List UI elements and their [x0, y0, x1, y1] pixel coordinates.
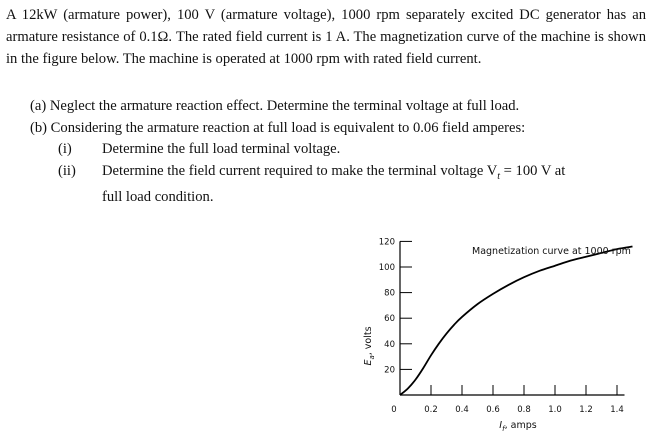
x-tick-label: 0.4 — [455, 405, 469, 415]
part-b-i-text: Determine the full load terminal voltage. — [102, 141, 341, 157]
x-tick-label: 0.8 — [517, 405, 531, 415]
problem-intro: A 12kW (armature power), 100 V (armature voltage), 1000 rpm separately excited DC generator has an armature resistance of 0.1Ω. The rated field current is 1 A. The magnetization curve of the machine is shown in the figure below. The machine is operated at 1000 rpm with rated field current. — [6, 7, 646, 67]
part-b-ii-text-line1: Determine the field current required to make the terminal voltage V — [102, 162, 498, 179]
chart-ylabel-rest: , volts — [363, 326, 374, 356]
x-tick-label: 1.0 — [548, 405, 562, 415]
chart-x-axis-label — [499, 420, 536, 433]
chart-y-ticks — [379, 237, 412, 375]
part-b-i-number: (i) — [58, 141, 72, 157]
x-tick-label: 0.6 — [486, 405, 500, 415]
y-tick-label: 20 — [384, 365, 395, 376]
part-b-ii-text-line2: full load condition. — [102, 188, 214, 205]
y-tick-label: 60 — [384, 314, 395, 325]
chart-ylabel-main: E — [363, 359, 374, 366]
y-tick-label: 80 — [384, 288, 395, 299]
part-a: (a) Neglect the armature reaction effect. Determine the terminal voltage at full load. — [30, 98, 520, 114]
y-tick-label: 100 — [378, 263, 395, 273]
chart-axes — [400, 241, 625, 395]
chart-ylabel-sub: a — [368, 355, 376, 360]
y-tick-label: 120 — [378, 237, 395, 248]
x-tick-label: 1.4 — [610, 405, 624, 415]
x-tick-label: 1.2 — [579, 405, 593, 415]
y-tick-label: 40 — [384, 339, 395, 350]
x-tick-label: 0 — [391, 405, 397, 415]
chart-xlabel-rest: , amps — [504, 420, 537, 431]
part-b-ii-number: (ii) — [58, 162, 76, 179]
chart-xlabel-sub: f — [502, 425, 505, 433]
part-b-ii-text-line1-end: = 100 V at — [500, 162, 566, 179]
x-tick-label: 0.2 — [424, 405, 438, 415]
chart-title: Magnetization curve at 1000 rpm — [472, 246, 631, 257]
chart-y-axis-label — [363, 326, 376, 365]
chart-x-ticks — [391, 385, 623, 415]
part-b-ii-subscript: t — [497, 170, 501, 182]
magnetization-curve — [400, 247, 633, 395]
part-b: (b) Considering the armature reaction at full load is equivalent to 0.06 field amperes: — [30, 119, 526, 136]
chart-xlabel-main: I — [499, 420, 503, 431]
